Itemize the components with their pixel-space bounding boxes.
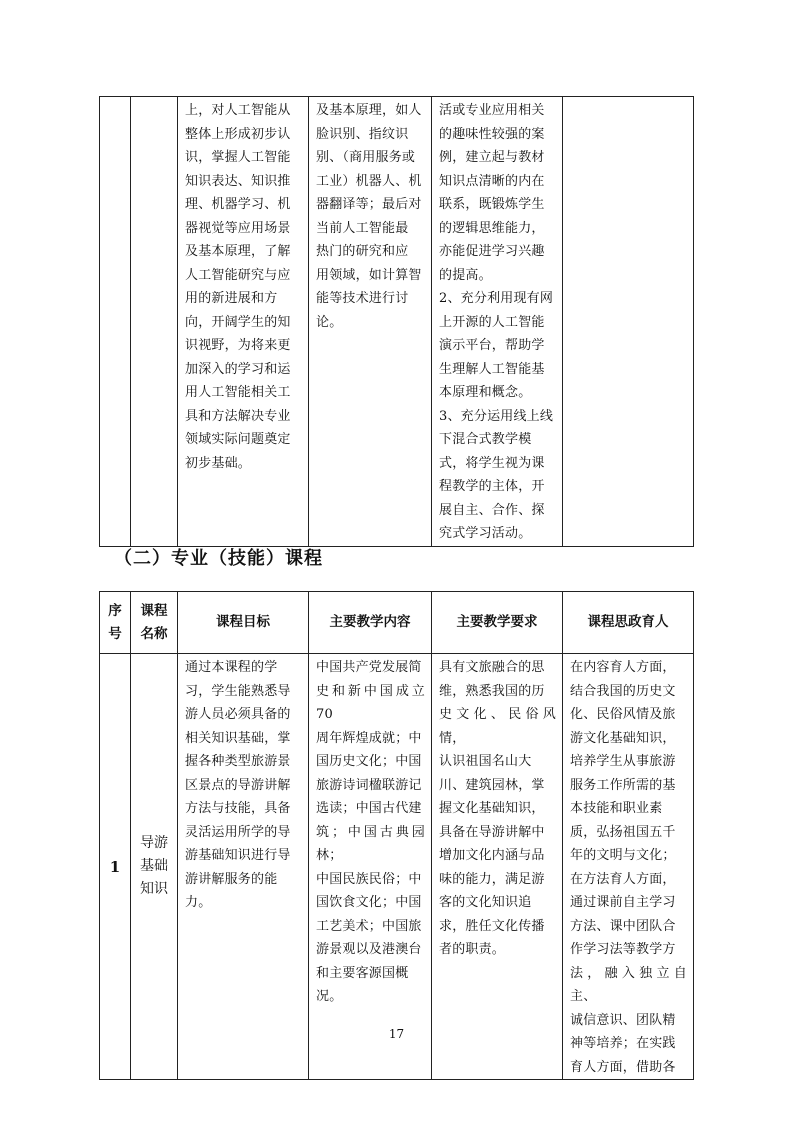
row-ideology-cell [563,654,694,1080]
header-content: 主要教学内容 [309,592,432,654]
row-course-name: 导游 基础 知识 [131,654,178,1080]
table-row [100,654,694,1080]
continuation-table [99,96,694,547]
ideology-cell [563,97,694,547]
header-seq: 序 号 [100,592,131,654]
row-objective: 通过本课程的学 习，学生能熟悉导 游人员必须具备的 相关知识基础，掌 握各种类型旅游景 区景点的导游讲解 方法与技能，具备 灵活运用所学的导 游基础知识进行导 游讲解服务的能 力。 [185,660,291,910]
professional-course-table [99,591,694,1080]
header-requirements: 主要教学要求 [432,592,563,654]
header-ideology: 课程思政育人 [563,592,694,654]
header-course-name: 课程 名称 [131,592,178,654]
row-seq: 1 [100,654,131,1080]
header-row [100,592,694,654]
row-content: 中国共产党发展简 史和新中国成立70 周年辉煌成就；中 国历史文化；中国 旅游诗词楹联游记 选读；中国古代建 筑；中国古典园林； 中国民族民俗；中 国饮食文化；中国 工艺美术；中国旅 游景观以及港澳台 和主要客源国概 况。 [316,660,425,1004]
row-requirements: 具有文旅融合的思 维，熟悉我国的历 史文化、民俗风情， 认识祖国名山大 川、建筑园林，掌 握文化基础知识， 具备在导游讲解中 增加文化内涵与品 味的能力，满足游 客的文化知识追 求，胜任文化传播 者的职责。 [439,660,556,957]
page-number: 17 [388,1027,405,1041]
row-objective-cell [178,654,309,1080]
objective-text: 上，对人工智能从 整体上形成初步认 识，掌握人工智能 知识表达、知识推 理、机器学习、机 器视觉等应用场景 及基本原理，了解 人工智能研究与应 用的新进展和方 向，开阔学生的知 识视野，为将来更 加深入的学习和运 用人工智能相关工 具和方法解决专业 领域实际问题奠定 初步基础。 [185,103,291,471]
course-name-cell [131,97,178,547]
objective-cell [178,97,309,547]
requirements-text: 活或专业应用相关 的趣味性较强的案 例，建立起与教材 知识点清晰的内在 联系，既锻炼学生 的逻辑思维能力， 亦能促进学习兴趣 的提高。 2、充分利用现有网 上开源的人工智能 演示平台，帮助学 生理解人工智能基 本原理和概念。 3、充分运用线上线 下混合式教学模 式，将学生视为课 程教学的主体，开 展自主、合作、探 究式学习活动。 [439,103,554,541]
content-text: 及基本原理，如人 脸识别、指纹识 别、（商用服务或 工业）机器人、机 器翻译等；最后对 当前人工智能最 热门的研究和应 用领域，如计算智 能等技术进行讨 论。 [316,103,422,330]
section-heading: （二）专业（技能）课程 [114,548,323,569]
seq-cell [100,97,131,547]
row-ideology: 在内容育人方面， 结合我国的历史文 化、民俗风情及旅 游文化基础知识， 培养学生从事旅游 服务工作所需的基 本技能和职业素 质，弘扬祖国五千 年的文明与文化； 在方法育人方面， 通过课前自主学习 方法、课中团队合 作学习法等教学方 法，融入独立自主、 诚信意识、团队精 神等培养；在实践 育人方面，借助各 [570,660,687,1075]
table-row [100,97,694,547]
requirements-cell [432,97,563,547]
content-cell [309,97,432,547]
row-content-cell [309,654,432,1080]
header-objective: 课程目标 [178,592,309,654]
row-requirements-cell [432,654,563,1080]
